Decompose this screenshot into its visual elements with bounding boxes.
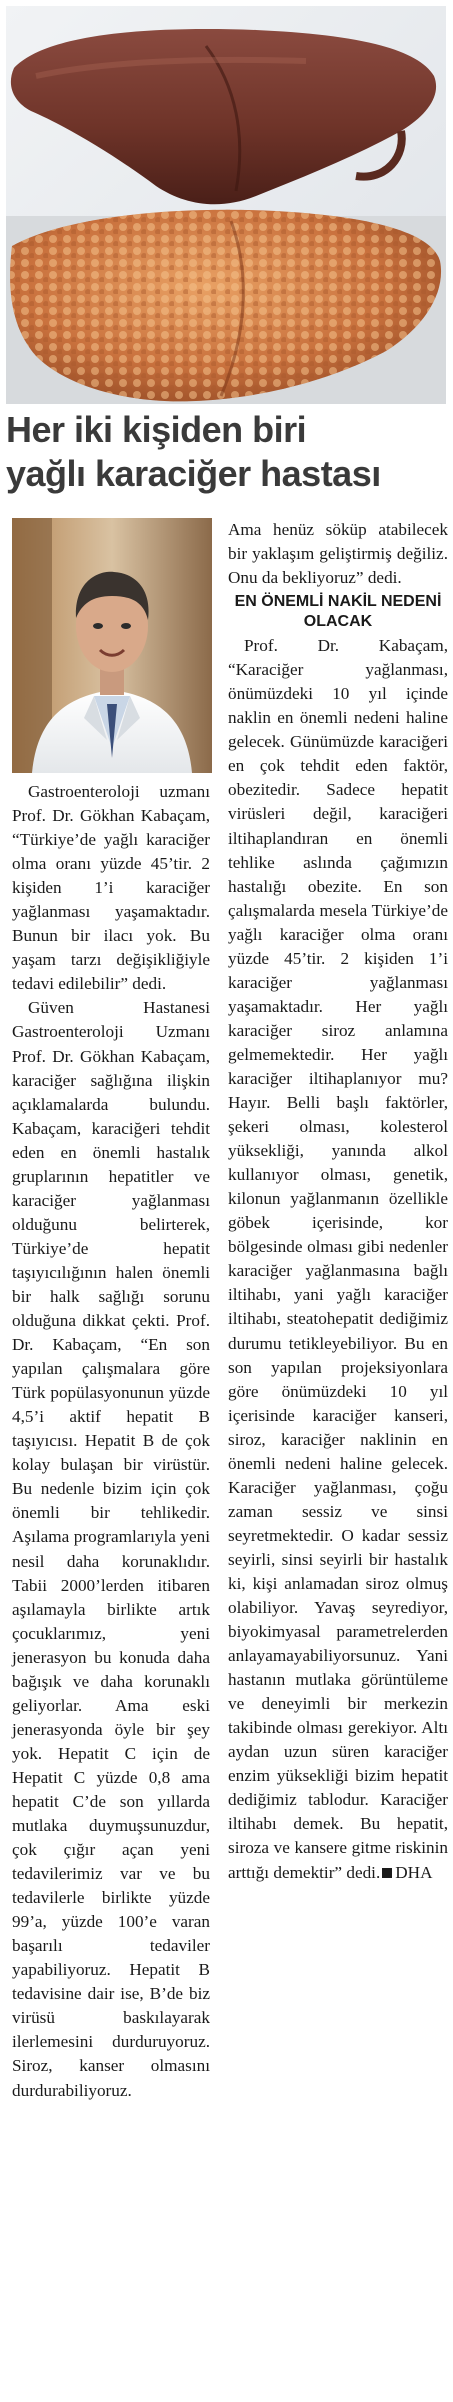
- agency-credit: DHA: [395, 1862, 433, 1882]
- headline-line-1: Her iki kişiden biri: [6, 409, 307, 450]
- paragraph: Gastroenteroloji uzmanı Prof. Dr. Gökhan Kabaçam, “Türkiye’de yağlı karaciğer olma oranı yüzde 45’tir. 2 kişiden 1’i karaciğer yağlanması yaşamaktadır. Bunun bir ilacı yok. Bu yaşam tarzı değişikliğiyle tedavi edilebilir” dedi.: [12, 782, 210, 994]
- headline-line-2: yağlı karaciğer hastası: [6, 453, 381, 494]
- article-right-column: [228, 518, 448, 1885]
- headline: [6, 408, 450, 496]
- paragraph-text: Prof. Dr. Kabaçam, “Karaciğer yağlanması, önümüzdeki 10 yıl içinde naklin en önemli nedeni haline gelecek. Günümüzde karaciğeri en çok tehdit eden faktör, obezitedir. Sadece hepatit virüsleri değil, karaciğeri iltihaplandıran en önemli tehlike aslında çağımızın hastalığı obezite. En son çalışmalarda mesela Türkiye’de yağlı karaciğer olma oranı yüzde 45’tir. 2 kişiden 1’i karaciğer yağlanması yaşamaktadır. Her yağlı karaciğer siroz anlamına gelmemektedir. Her yağlı karaciğer iltihaplanıyor mu? Hayır. Belli başlı faktörler, şekeri olması, kolesterol yüksekliği, yanında alkol kullanıyor olması, genetik, kilonun yağlanmanın özellikle göbek içerisinde, kor bölgesinde olması gibi nedenler karaciğer yağlanmasına bağlı iltihabı, yani yağlı karaciğer iltihabı, steatohepatit dediğimiz durumu tetikleyebiliyor. Bu en son yapılan projeksiyonlara göre önümüzdeki 10 yıl içerisinde karaciğer kanseri, siroz, karaciğer naklinin en önemli nedeni haline gelecek. Karaciğer yağlanması, çoğu zaman sessiz ve sinsi seyretmektedir. O kadar sessiz seyirli, sinsi seyirli bir hastalık ki, kişi anlamadan siroz olmuş olabiliyor. Yavaş seyrediyor, biyokimyasal parametrelerden anlayamayabiliyorsunuz. Yani hastanın mutlaka görüntüleme ve deneyimli bir merkezin takibinde olması gerekiyor. Altı aydan uzun süren karaciğer enzim yüksekliği bizim hepatit dediğimiz tablodur. Karaciğer iltihabı demek. Bu hepatit, siroza ve kansere gitme riskinin arttığı demektir” dedi.: [228, 636, 448, 1882]
- section-subhead: EN ÖNEMLİ NAKİL NEDENİ OLACAK: [234, 593, 442, 631]
- liver-illustration: [6, 6, 446, 404]
- paragraph: [228, 634, 448, 1884]
- paragraph: Ama henüz söküp atabilecek bir yaklaşım geliştirmiş değiliz. Onu da bekliyoruz” dedi.: [228, 520, 448, 588]
- end-mark-icon: [382, 1868, 392, 1878]
- article-left-column: [12, 780, 210, 2103]
- doctor-portrait: [12, 518, 212, 773]
- paragraph: Güven Hastanesi Gastroenteroloji Uzmanı Prof. Dr. Gökhan Kabaçam, karaciğer sağlığına ilişkin açıklamalarda bulundu. Kabaçam, karaciğeri tehdit eden en önemli hastalık gruplarının hepatitler ve karaciğer yağlanması olduğunu belirterek, Türkiye’de hepatit taşıyıcılığının halen önemli bir halk sağlığı sorunu olduğuna dikkat çekti. Prof. Dr. Kabaçam, “En son yapılan çalışmalara göre Türk popülasyonunun yüzde 4,5’i aktif hepatit B taşıyıcısı. Hepatit B de çok kolay bulaşan bir virüstür. Bu nedenle bizim için çok önemli bir tehlikedir. Aşılama programlarıyla yeni nesil daha korunaklıdır. Tabii 2000’lerden itibaren aşılamayla birlikte artık çocuklarımız, yeni jenerasyon bu konuda daha bağışık ve daha korunaklı geliyorlar. Ama eski jenerasyonda öyle bir şey yok. Hepatit C için de Hepatit C yüzde 0,8 ama hepatit C’de son yıllarda mutlaka duymuşsunuzdur, çok çığır açan yeni tedavilerimiz var ve bu tedavilerle birlikte yüzde 99’a, yüzde 100’e varan başarılı tedaviler yapabiliyoruz. Hepatit B tedavisine dair ise, B’de biz virüsü baskılayarak ilerlemesini durduruyoruz. Siroz, kanser olmasını durdurabiliyoruz.: [12, 998, 210, 2100]
